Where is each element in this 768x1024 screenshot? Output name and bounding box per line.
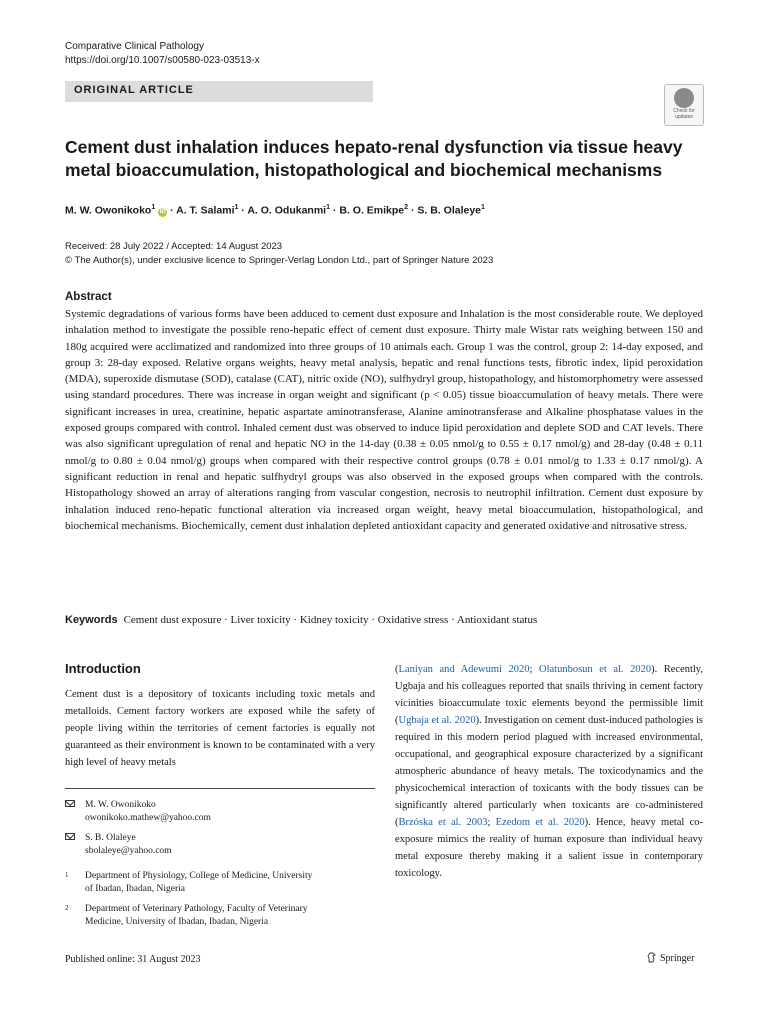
footnote-divider xyxy=(65,788,375,789)
affiliation-line: Department of Physiology, College of Medicine, University xyxy=(85,871,313,881)
orcid-icon[interactable]: iD xyxy=(159,208,166,215)
affiliation-line: of Ibadan, Ibadan, Nigeria xyxy=(85,884,185,894)
author-name[interactable]: A. O. Odukanmi xyxy=(247,204,327,217)
author-affiliation-mark: 1 xyxy=(481,204,485,211)
check-updates-line2: updates xyxy=(675,114,693,120)
correspondent-email[interactable]: sbolaleye@yahoo.com xyxy=(85,845,172,856)
published-online-date: Published online: 31 August 2023 xyxy=(65,954,201,965)
author-list: M. W. Owonikoko$^1$ iD · A. T. Salami$^1$ · A. O. Odukanmi$^1$ · B. O. Emikpe$^2$ · S. B. Olaleye$^1$ xyxy=(65,204,485,217)
body-text: ). Hence, heavy metal co-exposure mimics the reality of human exposure than individual heavy metal exposure thereby making it a salient issue in contemporary toxicology. xyxy=(395,817,704,879)
article-type: ORIGINAL ARTICLE xyxy=(74,84,194,96)
citation-link[interactable]: Ezedom et al. 2020 xyxy=(495,817,585,828)
article-title: Cement dust inhalation induces hepato-renal dysfunction via tissue heavy metal bioaccumulation, histopathological and biochemical mechanisms xyxy=(65,137,683,180)
keywords-text: Cement dust exposure · Liver toxicity · Kidney toxicity · Oxidative stress · Antioxidant status xyxy=(123,614,538,626)
correspondence-entry xyxy=(65,799,211,824)
citation-link[interactable]: Laniyan and Adewumi 2020 xyxy=(398,664,530,675)
intro-column-left: Cement dust is a depository of toxicants including toxic metals and metalloids. Cement factory workers are exposed while the safety of people living within the territories of cement factories is equally not guaranteed as their environment is known to be contaminated with a very high level of heavy metals xyxy=(65,689,375,768)
keywords xyxy=(65,614,537,626)
check-for-updates-badge[interactable] xyxy=(664,84,704,126)
author-name[interactable]: B. O. Emikpe xyxy=(339,204,405,217)
affiliation-line: Medicine, University of Ibadan, Ibadan, Nigeria xyxy=(85,917,269,927)
introduction-heading: Introduction xyxy=(65,661,141,676)
body-text: ; xyxy=(487,817,496,828)
author-name[interactable]: S. B. Olaleye xyxy=(417,204,482,217)
body-text: ( xyxy=(395,664,399,675)
correspondent-email[interactable]: owonikoko.mathew@yahoo.com xyxy=(85,812,211,823)
correspondence-entry xyxy=(65,832,172,857)
keywords-label: Keywords xyxy=(65,614,118,626)
check-updates-line1: Check for xyxy=(673,108,695,114)
body-text: ). Recently, Ugbaja and his colleagues reported that snails thriving in cement factory vicinities bioaccumulate toxic elements beyond the permissible limit ( xyxy=(395,664,704,726)
citation-link[interactable]: Ugbaja et al. 2020 xyxy=(398,715,476,726)
journal-name: Comparative Clinical Pathology xyxy=(65,41,204,52)
author-affiliation-mark: 1 xyxy=(326,204,331,211)
affiliation-entry xyxy=(65,903,365,929)
publisher-logo[interactable] xyxy=(647,952,694,964)
doi-link[interactable]: https://doi.org/10.1007/s00580-023-03513-x xyxy=(65,55,260,66)
envelope-icon xyxy=(65,833,75,840)
correspondent-name: S. B. Olaleye xyxy=(85,833,136,843)
citation-link[interactable]: Brzóska et al. 2003 xyxy=(398,817,488,828)
abstract-text: Systemic degradations of various forms have been adduced to cement dust exposure and Inhalation is the most considerable route. We deployed inhalation method to investigate the possible reno-hepatic effect of cement dust exposure. Thirty male Wistar rats weighing between 150 and 180g acquired were acclimatized and randomized into three groups of 10 animals each. Group 1 was the control, group 2: 14-day exposed, and group 3: 28-day exposed. Relative organs weights, heavy metal analysis, hepatic and renal functions tests, fibrotic index, lipid peroxidation (MDA), superoxide dismutase (SOD), catalase (CAT), nitric oxide (NO), sulfhydryl group, histopathology, and histomorphometry were assessed using standard procedures. There was increase in organ weight and significant (p < 0.05) tissue bioaccumulation of heavy metals. There were significant increases in urea, creatinine, hepatic aspartate aminotransferase, Alanine aminotransferase and Alkaline phosphatase values in the exposed groups compared with control. Inhaled cement dust was observed to induce lipid peroxidation and deplete SOD and CAT levels. There was also significant upregulation of renal and hepatic NO in the 14-day (0.38 ± 0.05 nmol/g to 0.55 ± 0.17 nmol/g) and 28-day (0.48 ± 0.11 nmol/g to 0.80 ± 0.04 nmol/g) groups when compared with their respective control groups (0.78 ± 0.01 nmol/g to 1.33 ± 0.17 nmol/g). A significant reduction in renal and hepatic sulfhydryl groups was also observed in the exposed groups when compared with the controls. Histopathology showed an array of alterations ranging from vascular congestion, necrosis to neutrophil infiltration. Cement dust exposure by inhalation induced reno-hepatic functional alteration via increased organ weight, heavy metal bioaccumulation, histopathological, and biochemical mechanisms. Biochemically, cement dust inhalation depleted antioxidant capacity and generated oxidative and nitrosative stress. xyxy=(65,308,703,532)
journal-info xyxy=(65,40,260,68)
article-type-banner xyxy=(65,81,373,102)
affiliation-entry xyxy=(65,870,365,896)
author-name[interactable]: A. T. Salami xyxy=(176,204,235,217)
author-affiliation-mark: 1 xyxy=(151,204,156,211)
publication-dates xyxy=(65,240,493,268)
abstract-heading: Abstract xyxy=(65,291,112,303)
affiliation-number: 1 xyxy=(65,871,69,879)
author-name[interactable]: M. W. Owonikoko xyxy=(65,204,152,217)
author-affiliation-mark: 1 xyxy=(234,204,239,211)
intro-column-right xyxy=(395,661,703,882)
envelope-icon xyxy=(65,800,75,807)
body-text: ; xyxy=(529,664,539,675)
check-updates-icon xyxy=(674,88,694,108)
springer-horse-icon xyxy=(647,952,656,963)
affiliation-number: 2 xyxy=(65,904,69,912)
affiliation-line: Department of Veterinary Pathology, Faculty of Veterinary xyxy=(85,904,308,914)
body-text: ). Investigation on cement dust-induced pathologies is required in this modern period plagued with increased environmental, occupational, and geographical exposure characterized by a significant atmospheric abundance of heavy metals. The toxicodynamics and the physicochemical interaction of toxicants with the body tissues can be significantly altered particularly when toxicants are co-administered ( xyxy=(395,715,703,828)
author-affiliation-mark: 2 xyxy=(404,204,409,211)
correspondent-name: M. W. Owonikoko xyxy=(85,800,156,810)
copyright-notice: © The Author(s), under exclusive licence to Springer-Verlag London Ltd., part of Springer Nature 2023 xyxy=(65,255,494,266)
citation-link[interactable]: Olatunbosun et al. 2020 xyxy=(539,664,652,675)
received-accepted: Received: 28 July 2022 / Accepted: 14 August 2023 xyxy=(65,241,283,252)
publisher-name: Springer xyxy=(660,953,695,964)
